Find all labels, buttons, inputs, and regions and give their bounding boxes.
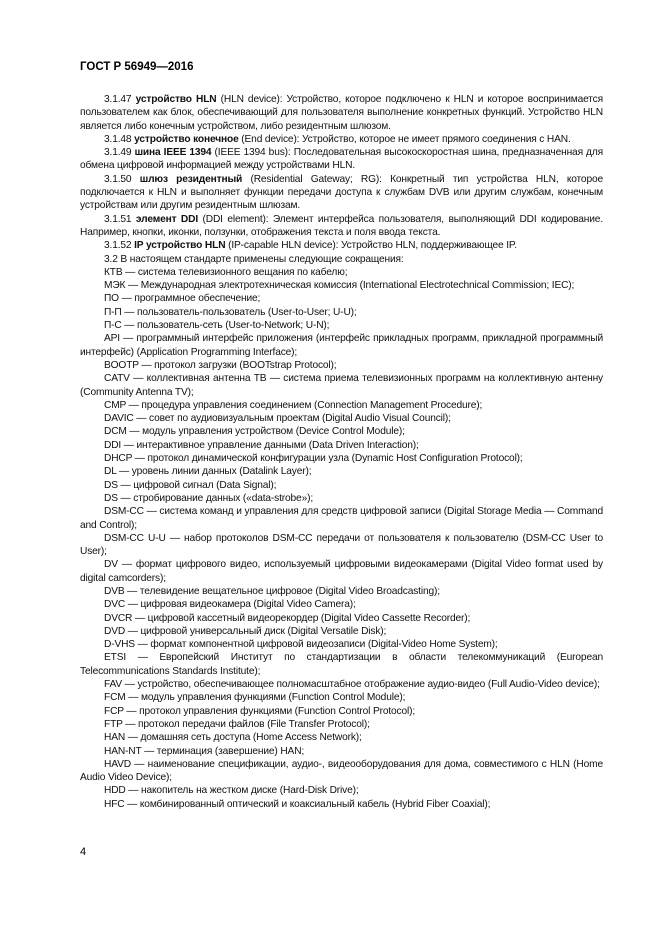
abbreviation-item: DVD — цифровой универсальный диск (Digital Versatile Disk); (104, 625, 387, 637)
abbreviation-item: МЭК — Международная электротехническая комиссия (International Electrotechnical Commission; IEC); (104, 280, 575, 292)
abbreviation-item: CATV — коллективная антенна ТВ — система приема телевизионных программ на коллективную антенну (Community Antenna TV); (80, 373, 603, 398)
definition-text: (DDI element): Элемент интерфейса пользователя, выполняющий DDI кодирование. Например, кнопки, иконки, ползунки, отображения текста и поля ввода текста. (80, 213, 603, 238)
abbreviation-item: FCP — протокол управления функциями (Function Control Protocol); (104, 705, 416, 717)
abbreviation-item: DS — цифровой сигнал (Data Signal); (104, 479, 277, 491)
abbreviation-item: HAN — домашняя сеть доступа (Home Access Network); (104, 732, 362, 744)
definition-item (80, 173, 603, 213)
definition-text: (HLN device): Устройство, которое подключено к HLN и которое воспринимается пользователем как блок, обеспечивающий для пользователя выполнение конкретных функций. Устройство HLN является либо конечным устройством, либо резидентным шлюзом. (80, 94, 603, 132)
abbreviation-item: DAVIC — совет по аудиовизуальным проектам (Digital Audio Visual Council); (104, 413, 451, 425)
abbreviation-item: HAN-NT — терминация (завершение) HAN; (104, 745, 305, 757)
abbreviation-item: DSM-CC U-U — набор протоколов DSM-CC передачи от пользователя к пользователю (DSM-CC User to User); (80, 532, 603, 558)
definition-text: (IEEE 1394 bus): Последовательная высокоскоростная шина, предназначенная для обмена цифровой информацией между устройствами HLN. (80, 147, 603, 172)
definition-text: (End device): Устройство, которое не имеет прямого соединения с HAN. (238, 133, 571, 145)
definition-number: 3.1.52 (104, 240, 132, 252)
abbreviation-item: DHCP — протокол динамической конфигурации узла (Dynamic Host Configuration Protocol); (104, 453, 523, 465)
abbreviation-item: FTP — протокол передачи файлов (File Transfer Protocol); (104, 718, 370, 730)
abbreviation-item: ПО — программное обеспечение; (104, 293, 261, 305)
abbreviation-item: П-С — пользователь-сеть (User-to-Network; U-N); (104, 320, 330, 332)
page-header: ГОСТ Р 56949—2016 (80, 61, 194, 73)
definition-number: 3.1.48 (104, 133, 132, 145)
definition-item (80, 133, 603, 146)
abbreviation-item: DL — уровень линии данных (Datalink Layer); (104, 466, 312, 478)
abbreviation-item: FCM — модуль управления функциями (Function Control Module); (104, 692, 406, 704)
definition-term: IP устройство HLN (134, 240, 226, 252)
abbreviation-item: DSM-CC — система команд и управления для средств цифровой записи (Digital Storage Media — Command and Control); (80, 506, 603, 531)
abbreviation-item: FAV — устройство, обеспечивающее полномасштабное отображение аудио-видео (Full Audio-Video device); (104, 679, 600, 691)
abbreviation-item: CMP — процедура управления соединением (Connection Management Procedure); (104, 399, 483, 411)
abbreviation-item: ETSI — Европейский Институт по стандартизации в области телекоммуникаций (European Telecommunications Standards Institute); (80, 652, 603, 677)
abbreviation-item: DDI — интерактивное управление данными (Data Driven Interaction); (104, 439, 419, 451)
definition-text: (Residential Gateway; RG): Конкретный тип устройства HLN, которое подключается к HLN и выполняет функции передачи доступа к службам DVB или другим службам, конечным устройствам или другим резидентным шлюзам. (80, 173, 603, 212)
abbreviation-item: HAVD — наименование спецификации, аудио-, видеооборудования для дома, совместимого с HLN (Home Audio Video Device); (80, 758, 603, 784)
definition-number: 3.1.47 (104, 94, 132, 105)
abbreviation-item: DCM — модуль управления устройством (Device Control Module); (104, 426, 405, 438)
page-content (80, 93, 603, 811)
definition-number: 3.1.51 (104, 213, 132, 225)
definition-term: шлюз резидентный (139, 173, 243, 185)
definition-term: шина IEEE 1394 (134, 147, 212, 159)
abbreviation-item: HDD — накопитель на жестком диске (Hard-Disk Drive); (104, 785, 359, 797)
definition-item (80, 239, 603, 252)
definition-item (80, 213, 603, 240)
abbreviation-item: API — программный интерфейс приложения (интерфейс прикладных программ, прикладной программный интерфейс) (Application Programming Interface); (80, 333, 603, 358)
definition-term: устройство HLN (135, 94, 217, 105)
abbreviation-item: DVC — цифровая видеокамера (Digital Video Camera); (104, 599, 356, 611)
page-number: 4 (80, 846, 87, 858)
definition-item (80, 146, 603, 173)
abbreviation-item: BOOTP — протокол загрузки (BOOTstrap Protocol); (104, 359, 337, 371)
abbreviation-item: DV — формат цифрового видео, используемый цифровыми видеокамерами (Digital Video format used by digital camcorders); (80, 559, 603, 584)
definition-item (80, 93, 603, 133)
abbreviation-item: DVCR — цифровой кассетный видеорекордер (Digital Video Cassette Recorder); (104, 612, 471, 624)
abbreviation-item: DVB — телевидение вещательное цифровое (Digital Video Broadcasting); (104, 585, 440, 597)
definition-number: 3.1.49 (104, 147, 132, 159)
abbreviation-item: DS — стробирование данных («data-strobe»); (104, 492, 314, 504)
definition-term: устройство конечное (134, 133, 239, 145)
abbreviation-item: КТВ — система телевизионного вещания по кабелю; (104, 266, 348, 278)
abbreviation-item: D-VHS — формат компонентной цифровой видеозаписи (Digital-Video Home System); (104, 639, 498, 651)
abbreviation-item: HFC — комбинированный оптический и коаксиальный кабель (Hybrid Fiber Coaxial); (104, 798, 491, 810)
abbreviations-intro: 3.2 В настоящем стандарте применены следующие сокращения: (104, 253, 404, 265)
definition-text: (IP-capable HLN device): Устройство HLN, поддерживающее IP. (225, 240, 517, 252)
abbreviation-list (80, 266, 603, 811)
definition-number: 3.1.50 (104, 173, 132, 185)
abbreviation-item: П-П — пользователь-пользователь (User-to-User; U-U); (104, 306, 357, 318)
definition-term: элемент DDI (135, 213, 199, 225)
